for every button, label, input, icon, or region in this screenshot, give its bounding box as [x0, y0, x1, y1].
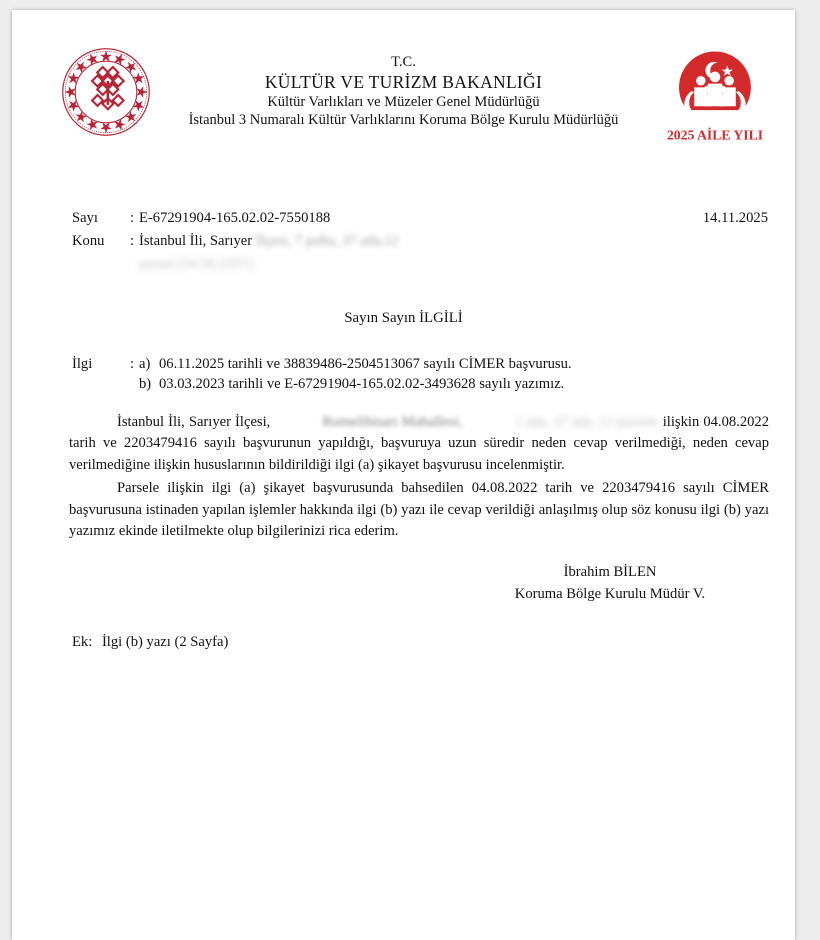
header-tc: T.C.	[391, 54, 416, 70]
sayi-value: E-67291904-165.02.02-7550188	[139, 210, 331, 226]
signer-name: İbrahim BİLEN	[563, 564, 657, 580]
document-page	[12, 10, 795, 940]
signature-block	[480, 562, 740, 606]
ilgi-label: İlgi	[72, 356, 93, 372]
signer-title: Koruma Bölge Kurulu Müdür V.	[514, 585, 706, 602]
sayi-row	[72, 210, 772, 227]
body-p1-redacted-parcel: 1 ada, 37 ada, 12 parsele	[514, 414, 659, 430]
ilgi-colon: :	[130, 356, 135, 372]
konu-value-visible: İstanbul İli, Sarıyer	[139, 233, 253, 249]
salutation: Sayın Sayın İLGİLİ	[344, 310, 463, 326]
konu-redacted-text-line2: parsel (34.30.2357)	[139, 256, 253, 272]
family-year-emblem-caption: 2025 AİLE YILI	[666, 127, 764, 143]
konu-row	[72, 233, 772, 250]
attachment-text: İlgi (b) yazı (2 Sayfa)	[101, 634, 229, 650]
ilgi-marker-a: a)	[139, 356, 151, 372]
document-meta-block	[72, 210, 772, 273]
document-date: 14.11.2025	[702, 210, 768, 226]
sayi-colon: :	[130, 210, 135, 226]
konu-label: Konu	[72, 233, 105, 249]
header-general-directorate: Kültür Varlıkları ve Müzeler Genel Müdürlüğü	[267, 93, 540, 110]
body-p1-redacted-neighborhood: Rumelihisarı Mahallesi,	[322, 414, 463, 430]
attachment-label: Ek:	[72, 634, 93, 650]
konu-colon: :	[130, 233, 135, 249]
konu-row-second-line	[139, 256, 772, 273]
sayi-label: Sayı	[72, 210, 98, 226]
ilgi-row-b	[72, 376, 772, 393]
ministry-seal-emblem	[60, 46, 152, 138]
letterhead-title-block	[162, 54, 645, 130]
konu-redacted-text: İlçesi, 7 pafta, 37 ada,12	[255, 233, 399, 249]
ilgi-text-a: 06.11.2025 tarihli ve 38839486-2504513067 sayılı CİMER başvurusu.	[159, 356, 572, 372]
body-p1-part1: İstanbul İli, Sarıyer İlçesi,	[117, 414, 271, 430]
family-year-emblem	[663, 42, 767, 146]
ilgi-row-a	[72, 356, 772, 373]
header-regional-board: İstanbul 3 Numaralı Kültür Varlıklarını Koruma Bölge Kurulu Müdürlüğü	[188, 111, 619, 128]
ilgi-text-b: 03.03.2023 tarihli ve E-67291904-165.02.02-3493628 sayılı yazımız.	[159, 376, 565, 392]
body-paragraph-2: Parsele ilişkin ilgi (a) şikayet başvurusunda bahsedilen 04.08.2022 tarih ve 2203479416 sayılı CİMER başvurusuna istinaden yapılan işlemler hakkında ilgi (b) yazı ile cevap verildiği anlaşılmış olup söz konusu ilgi (b) yazı yazımız ekinde iletilmekte olup bilgilerinizi rica ederim.	[69, 480, 769, 540]
letterhead	[12, 38, 795, 150]
body-p1-part2: ilişkin 04.08.2022 tarih ve 2203479416 sayılı başvurunun yapıldığı, başvuruya uzun süredir neden cevap verilmediği, neden cevap verilmediğine ilişkin hususlarının bildirildiği ilgi (a) şikayet başvurusu incelenmiştir.	[69, 414, 770, 473]
ilgi-block	[72, 356, 772, 396]
ilgi-marker-b: b)	[139, 376, 152, 392]
konu-value	[139, 233, 772, 250]
body-paragraph-1	[69, 412, 769, 476]
header-ministry: KÜLTÜR VE TURİZM BAKANLIĞI	[264, 71, 543, 92]
document-body	[69, 412, 769, 545]
attachment-line	[72, 634, 228, 651]
